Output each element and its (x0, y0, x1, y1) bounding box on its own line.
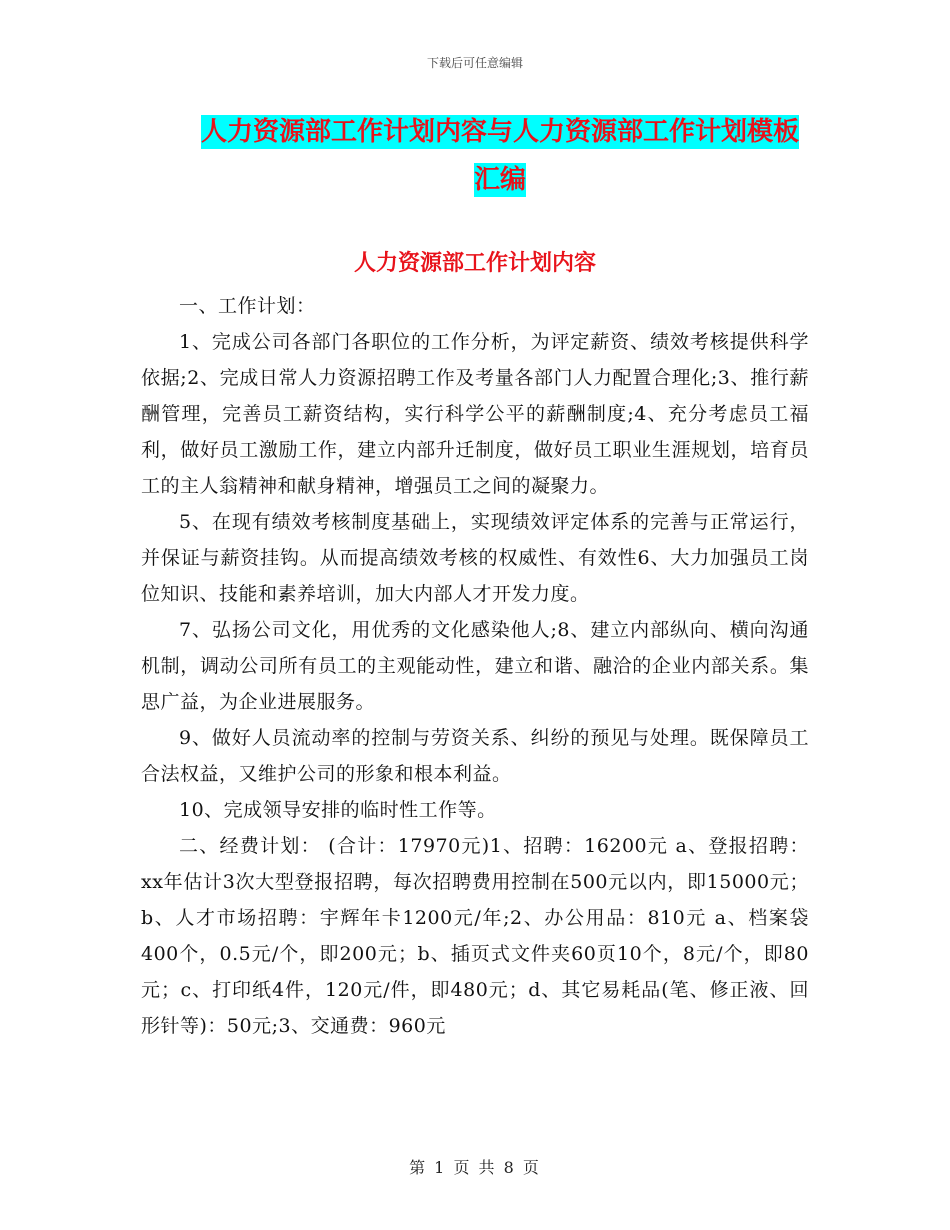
paragraph: 一、工作计划： (179, 295, 316, 317)
paragraph: 二、经费计划： (合计：17970元)1、招聘：16200元 a、登报招聘：xx年估计3次大型登报招聘，每次招聘费用控制在500元以内，即15000元；b、人才市场招聘：宇辉年卡1200元/年;2、办公用品：810元 a、档案袋400个，0.5元/个，即200元；b、插页式文件夹60页10个，8元/个，即80元；c、打印纸4件，120元/件，即480元；d、其它易耗品(笔、修正液、回形针等)：50元;3、交通费：960元 (141, 835, 809, 1037)
document-title-line1: 人力资源部工作计划内容与人力资源部工作计划模板 (200, 117, 799, 147)
document-body (141, 288, 809, 1044)
document-title-line2: 汇编 (473, 165, 526, 195)
paragraph: 1、完成公司各部门各职位的工作分析，为评定薪资、绩效考核提供科学依据;2、完成日常人力资源招聘工作及考量各部门人力配置合理化;3、推行薪酬管理，完善员工薪资结构，实行科学公平的薪酬制度;4、充分考虑员工福利，做好员工激励工作，建立内部升迁制度，做好员工职业生涯规划，培育员工的主人翁精神和献身精神，增强员工之间的凝聚力。 (141, 331, 809, 497)
paragraph: 9、做好人员流动率的控制与劳资关系、纠纷的预见与处理。既保障员工合法权益，又维护公司的形象和根本利益。 (141, 727, 809, 785)
section-title: 人力资源部工作计划内容 (353, 251, 596, 276)
paragraph: 5、在现有绩效考核制度基础上，实现绩效评定体系的完善与正常运行，并保证与薪资挂钩。从而提高绩效考核的权威性、有效性6、大力加强员工岗位知识、技能和素养培训，加大内部人才开发力度。 (141, 511, 809, 605)
page-footer: 第 1 页 共 8 页 (409, 1158, 541, 1177)
document-title (140, 108, 860, 204)
paragraph: 10、完成领导安排的临时性工作等。 (179, 799, 497, 821)
paragraph: 7、弘扬公司文化，用优秀的文化感染他人;8、建立内部纵向、横向沟通机制，调动公司所有员工的主观能动性，建立和谐、融洽的企业内部关系。集思广益，为企业进展服务。 (141, 619, 809, 713)
header-note: 下载后可任意编辑 (426, 56, 523, 70)
